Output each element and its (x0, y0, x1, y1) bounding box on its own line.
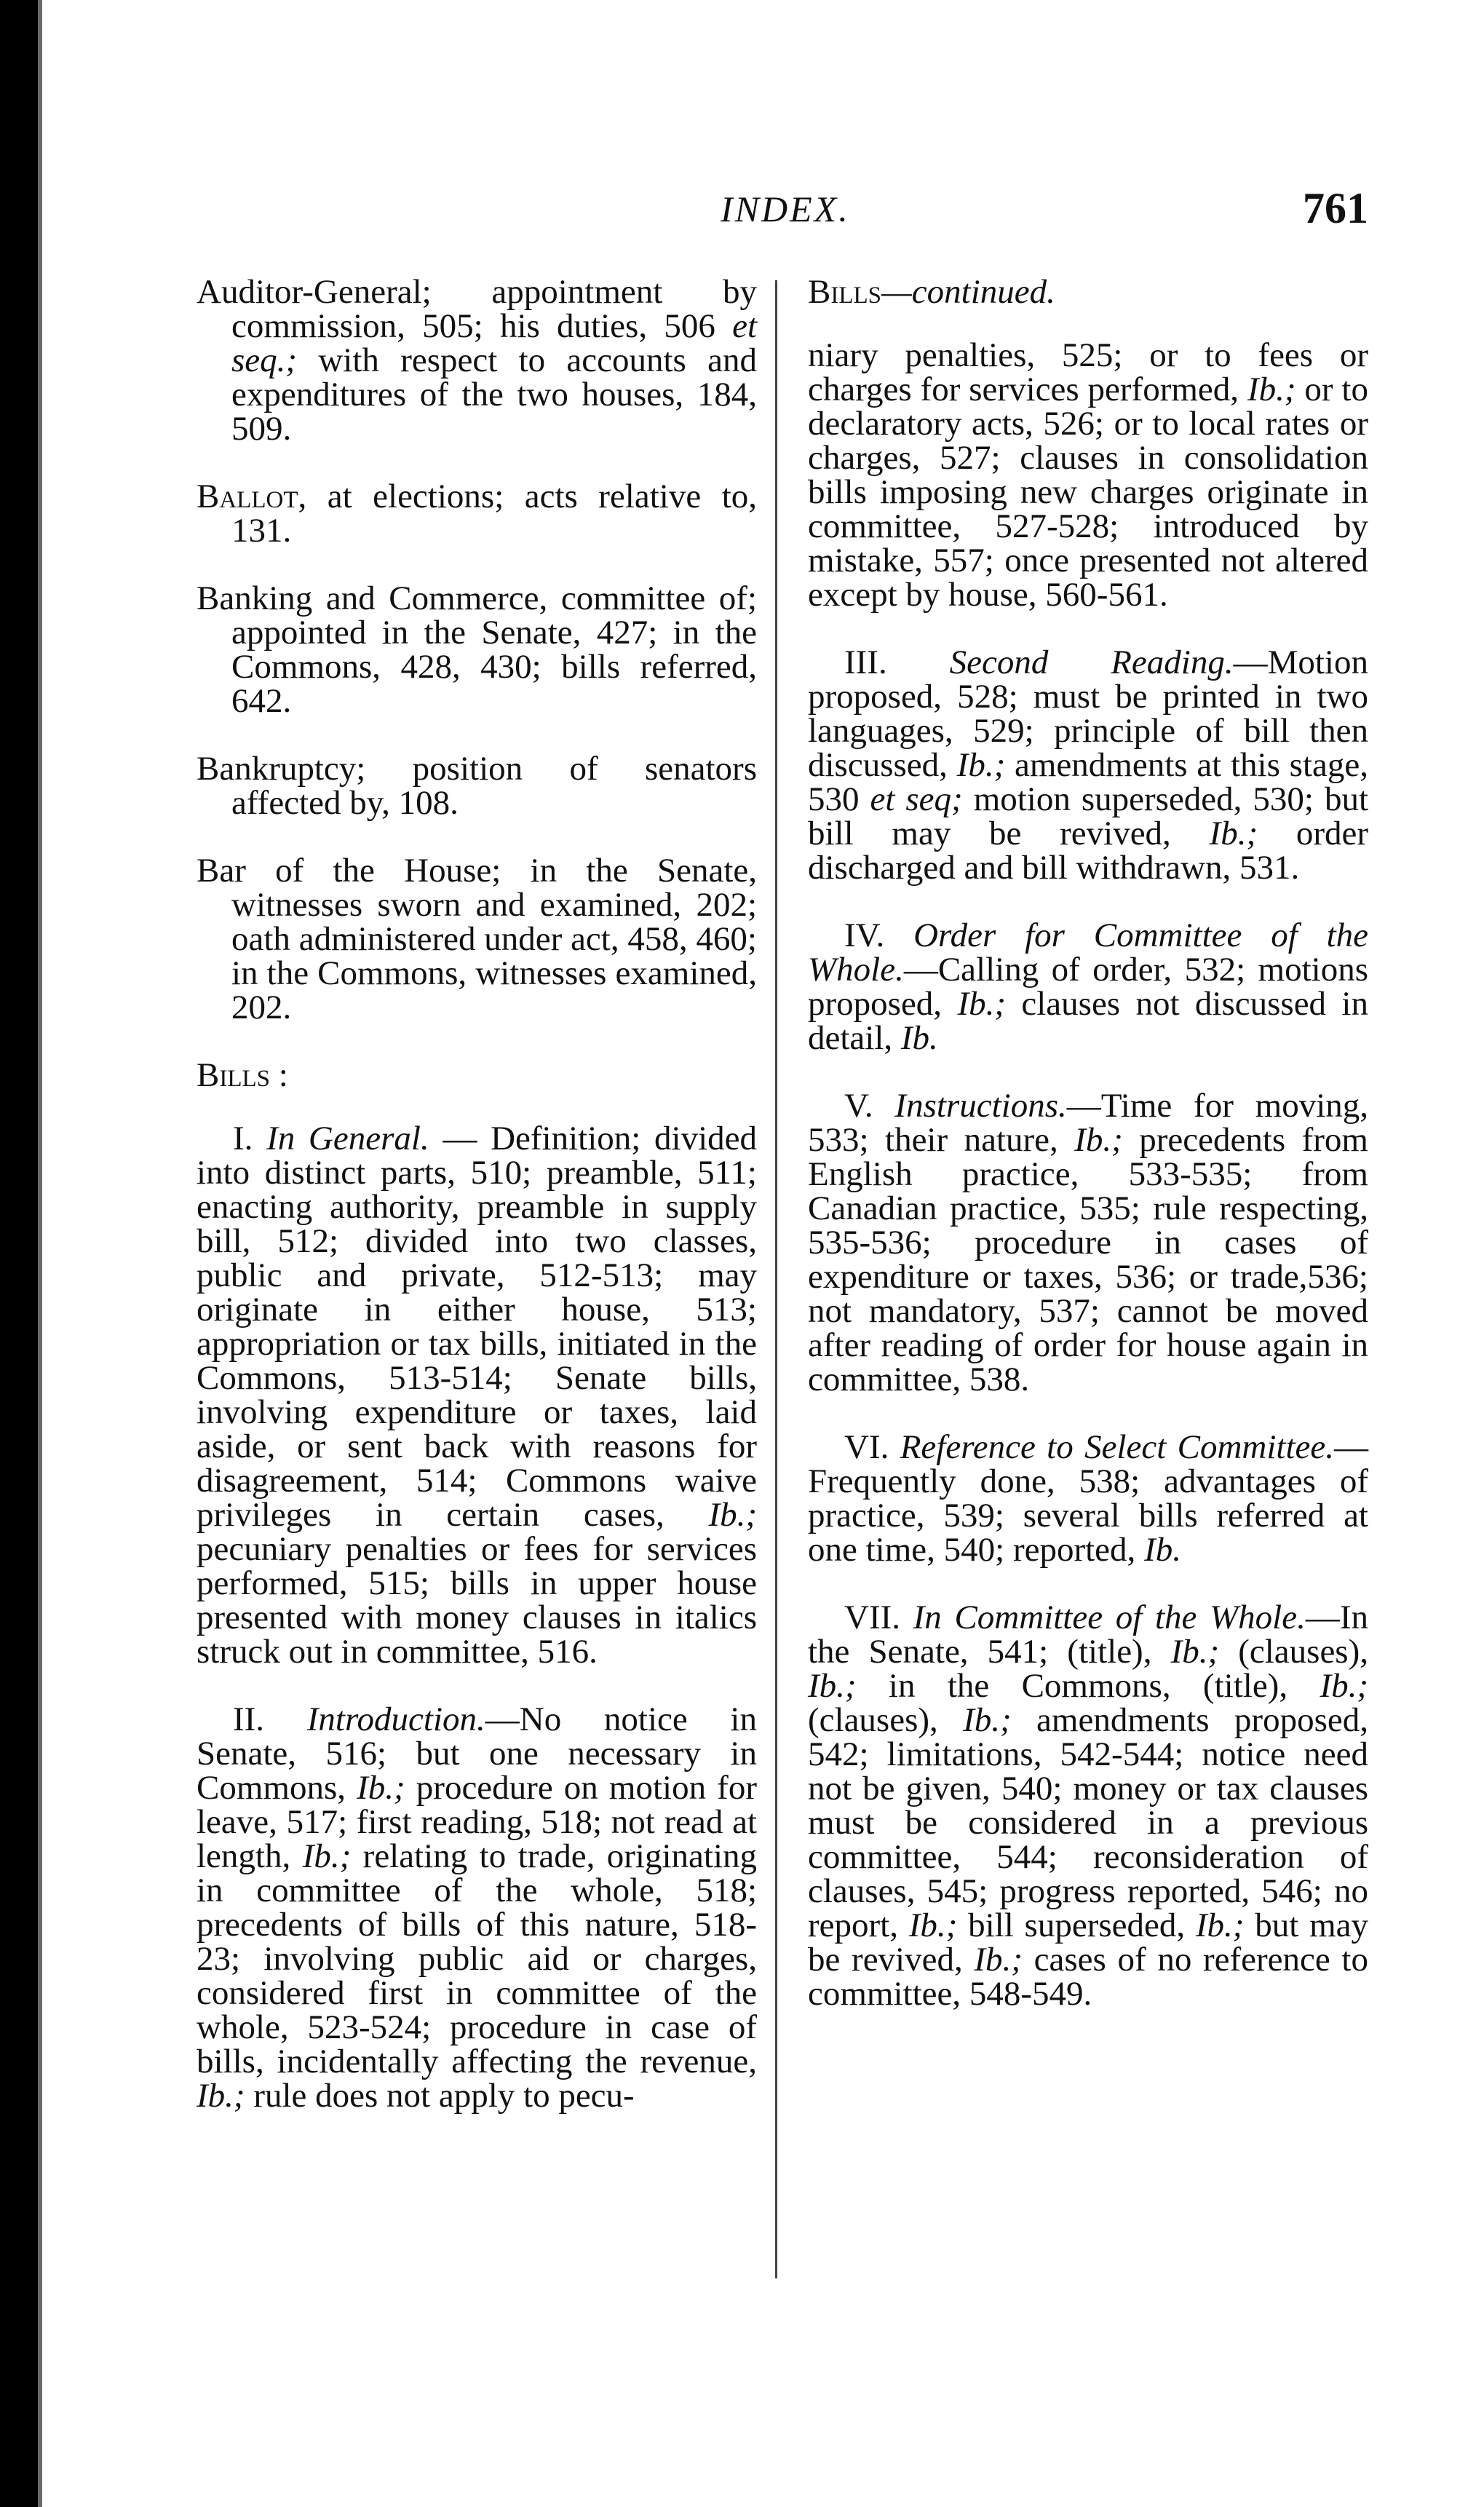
entry-heading: Banking and Commerce (197, 579, 539, 617)
ibid-reference: Ib. (900, 1019, 938, 1057)
subentry-number: VI. (844, 1428, 900, 1466)
subentry-title: Order for Committee of the Whole. (808, 916, 1368, 989)
ibid-reference: Ib.; (957, 985, 1006, 1023)
index-heading-bills (197, 1058, 757, 1093)
subentry-number: II. (233, 1700, 307, 1738)
subentry-title: Reference to Select Committee. (900, 1428, 1334, 1466)
entry-text: , committee of; appointed in the Senate, 427; in the Commons, 428, 430; bills referred, 642. (231, 579, 757, 720)
ibid-reference: Ib.; (808, 1667, 857, 1705)
page-number: 761 (1303, 184, 1368, 232)
index-entry-ballot (197, 480, 757, 548)
entry-heading: Bankruptcy (197, 750, 357, 788)
ibid-reference: Ib.; (1320, 1667, 1368, 1705)
entry-et-seq: et seq.; (231, 307, 757, 379)
subentry-text: —No notice in Senate, 516; but one necessary in Commons, (197, 1700, 757, 1807)
subentry-text: bill superseded, (957, 1906, 1196, 1944)
subentry-text: —Motion proposed, 528; must be printed in two languages, 529; principle of bill then discussed, (808, 643, 1368, 784)
subentry-order-for-committee (808, 916, 1368, 1057)
subentry-instructions (808, 1089, 1368, 1397)
ibid-reference: Ib.; (956, 746, 1006, 784)
subentry-number: I. (233, 1120, 267, 1157)
column-divider (775, 280, 777, 2278)
ibid-reference: Ib.; (197, 2077, 245, 2115)
subentry-text: amendments at this stage, 530 (808, 746, 1368, 818)
subentry-text: (clauses), (808, 1701, 964, 1739)
subentry-number: III. (844, 643, 950, 681)
subentry-title: In Committee of the Whole. (913, 1599, 1306, 1636)
subentry-text: or to declaratory acts, 526; or to local rates or charges, 527; clauses in consolidation bills imposing new charges originate in committee, 527-528; introduced by mistake, 557; once presented not altered except by house, 560-561. (808, 371, 1368, 614)
entry-heading: Bar of the House (197, 852, 492, 890)
index-entry-bar-of-house (197, 854, 757, 1025)
subentry-title: Second Reading. (949, 643, 1234, 681)
ibid-reference: Ib.; (708, 1496, 757, 1534)
ibid-reference: Ib.; (1074, 1121, 1123, 1159)
page-header (197, 184, 1368, 246)
subentry-text: but may be revived, (808, 1906, 1368, 1979)
subentry-text: motion superseded, 530; but bill may be revived, (808, 780, 1368, 852)
binding-edge (38, 0, 42, 2507)
left-column (197, 275, 757, 2147)
ibid-reference: Ib.; (1195, 1906, 1245, 1944)
subentry-continuation (808, 338, 1368, 612)
entry-text: with respect to accounts and expenditures of the two houses, 184, 509. (231, 341, 757, 448)
section-heading: Bills (197, 1056, 271, 1094)
entry-text: ; appointment by commission, 505; his duties, 506 (231, 273, 757, 345)
ibid-reference: Ib.; (1209, 815, 1258, 852)
subentry-text: —Frequently done, 538; advantages of practice, 539; several bills referred at one time, 540; reported, (808, 1428, 1368, 1569)
subentry-text: relating to trade, originating in committee of the whole, 518; precedents of bills of this nature, 518-23; involving public aid or charges, considered first in committee of the whole, 523-524; procedure in case of bills, incidentally affecting the revenue, (197, 1837, 758, 2080)
ibid-reference: Ib.; (1170, 1633, 1220, 1671)
entry-text: ; position of senators affected by, 108. (231, 750, 757, 822)
subentry-text: cases of no reference to committee, 548-549. (808, 1941, 1368, 2013)
binding-spine (0, 0, 38, 2507)
index-entry-auditor-general (197, 275, 757, 446)
section-heading: Bills (808, 273, 882, 311)
subentry-text: —Calling of order, 532; motions proposed, (808, 951, 1368, 1023)
subentry-committee-of-whole (808, 1601, 1368, 2011)
index-heading-bills-continued (808, 275, 1368, 309)
entry-text: ; in the Senate, witnesses sworn and examined, 202; oath administered under act, 458, 460; in the Commons, witnesses examined, 202. (231, 852, 757, 1026)
index-entry-banking (197, 579, 757, 720)
subentry-in-general (197, 1122, 757, 1669)
subentry-text: procedure on motion for leave, 517; first reading, 518; not read at length, (197, 1769, 757, 1875)
entry-text: , at elections; acts relative to, 131. (231, 478, 757, 550)
subentry-title: In General. (266, 1120, 429, 1157)
subentry-text: clauses not discussed in detail, (808, 985, 1368, 1057)
running-title: INDEX. (721, 189, 850, 229)
entry-et-seq: et seq; (870, 780, 963, 818)
subentry-text: —Time for moving, 533; their nature, (808, 1087, 1368, 1159)
subentry-number: V. (844, 1087, 895, 1125)
ibid-reference: Ib.; (963, 1701, 1012, 1739)
ibid-reference: Ib.; (908, 1906, 958, 1944)
subentry-text: pecuniary penalties or fees for services performed, 515; bills in upper house presented with money clauses in italics struck out in committee, 516. (197, 1530, 757, 1671)
subentry-introduction (197, 1700, 758, 2115)
continued-label: —continued. (881, 273, 1055, 311)
ibid-reference: Ib.; (357, 1769, 405, 1807)
subentry-select-committee (808, 1430, 1368, 1567)
subentry-title: Introduction. (306, 1700, 485, 1738)
section-colon: : (270, 1056, 288, 1094)
subentry-text: (clauses), (1219, 1633, 1368, 1671)
subentry-title: Instructions. (894, 1087, 1067, 1125)
entry-heading: Auditor-General (197, 273, 422, 311)
subentry-text: order discharged and bill withdrawn, 531. (808, 815, 1368, 887)
subentry-text: precedents from English practice, 533-535; from Canadian practice, 535; rule respecting, 535-536; procedure in cases of expenditure or taxes, 536; or trade,536; not mandatory, 537; cannot be moved after reading of order for house again in committee, 538. (808, 1121, 1368, 1398)
index-entry-bankruptcy (197, 752, 757, 820)
ibid-reference: Ib.; (1247, 371, 1296, 408)
subentry-number: IV. (844, 916, 914, 954)
ibid-reference: Ib.; (974, 1941, 1023, 1979)
subentry-text: — Definition; divided into distinct parts, 510; preamble, 511; enacting authority, preamble in supply bill, 512; divided into two classes, public and private, 512-513; may originate in either house, 513; appropriation or tax bills, initiated in the Commons, 513-514; Senate bills, involving expenditure or taxes, laid aside, or sent back with reasons for disagreement, 514; Commons waive privileges in certain cases, (197, 1120, 757, 1534)
entry-heading: Ballot (197, 478, 298, 515)
subentry-text: rule does not apply to pecu- (245, 2077, 635, 2115)
ibid-reference: Ib.; (302, 1837, 352, 1875)
subentry-second-reading (808, 643, 1368, 887)
subentry-text: amendments proposed, 542; limitations, 542-544; notice need not be given, 540; money or tax clauses must be considered in a previous committee, 544; reconsideration of clauses, 545; progress reported, 546; no report, (808, 1701, 1368, 1944)
right-column (808, 275, 1368, 2045)
subentry-number: VII. (844, 1599, 913, 1636)
subentry-text: niary penalties, 525; or to fees or charges for services performed, (808, 336, 1368, 408)
ibid-reference: Ib. (1144, 1531, 1181, 1569)
subentry-text: —In the Senate, 541; (title), (808, 1599, 1369, 1671)
subentry-text: in the Commons, (title), (856, 1667, 1320, 1705)
